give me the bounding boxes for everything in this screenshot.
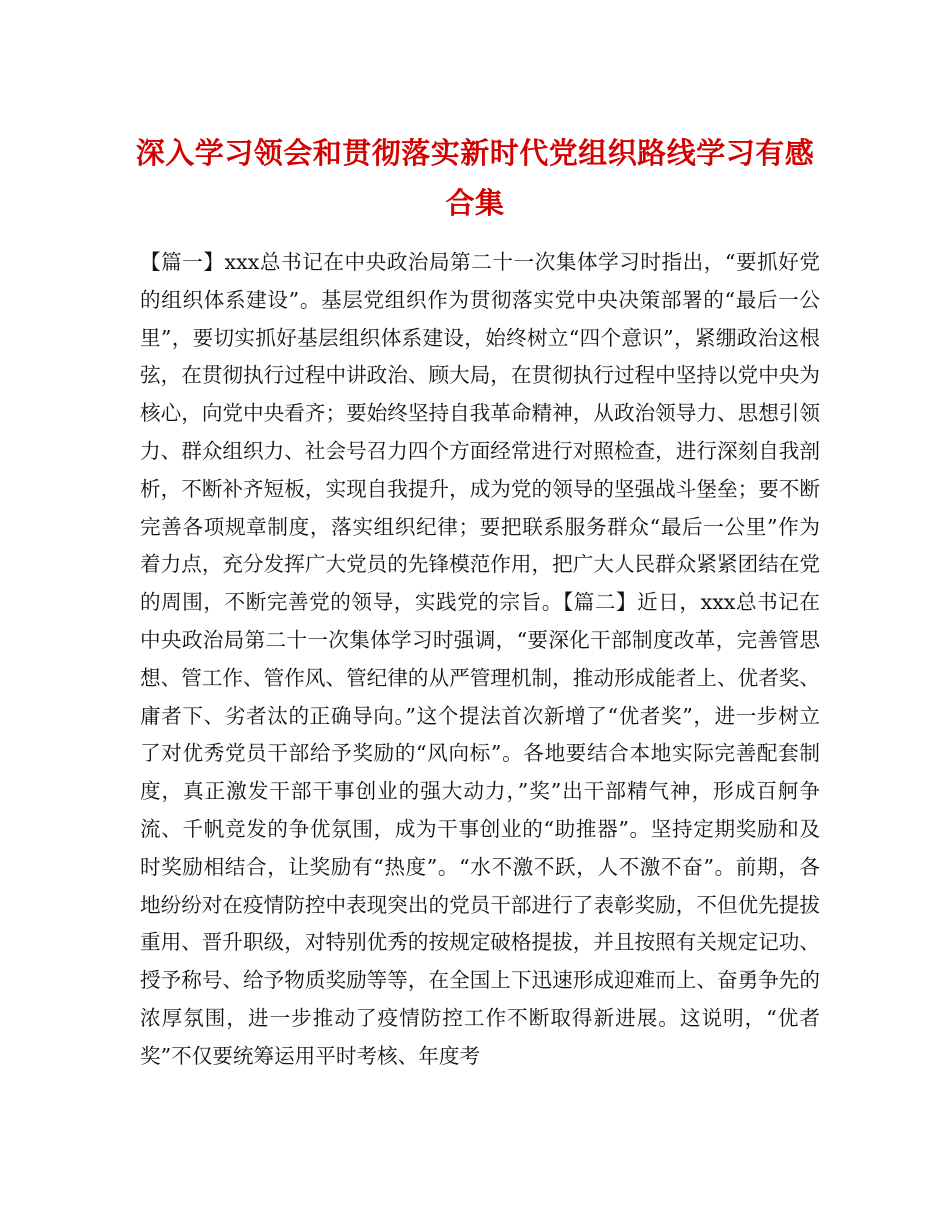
document-title: 深入学习领会和贯彻落实新时代党组织路线学习有感合集 xyxy=(135,136,815,220)
document-body-paragraph: 【篇一】xxx总书记在中央政治局第二十一次集体学习时指出，“要抓好党的组织体系建设”。基层党组织作为贯彻落实党中央决策部署的“最后一公里”，要切实抓好基层组织体系建设，始终树立“四个意识”，紧绷政治这根弦，在贯彻执行过程中讲政治、顾大局，在贯彻执行过程中坚持以党中央为核心，向党中央看齐；要始终坚持自我革命精神，从政治领导力、思想引领力、群众组织力、社会号召力四个方面经常进行对照检查，进行深刻自我剖析，不断补齐短板，实现自我提升，成为党的领导的坚强战斗堡垒；要不断完善各项规章制度，落实组织纪律；要把联系服务群众“最后一公里”作为着力点，充分发挥广大党员的先锋模范作用，把广大人民群众紧紧团结在党的周围，不断完善党的领导，实践党的宗旨。【篇二】近日，xxx总书记在中央政治局第二十一次集体学习时强调，“要深化干部制度改革，完善管思想、管工作、管作风、管纪律的从严管理机制，推动形成能者上、优者奖、庸者下、劣者汰的正确导向。”这个提法首次新增了“优者奖”，进一步树立了对优秀党员干部给予奖励的“风向标”。各地要结合本地实际完善配套制度，真正激发干部干事创业的强大动力，”奖”出干部精气神，形成百舸争流、千帆竞发的争优氛围，成为干事创业的“助推器”。坚持定期奖励和及时奖励相结合，让奖励有“热度”。“水不激不跃，人不激不奋”。前期，各地纷纷对在疫情防控中表现突出的党员干部进行了表彰奖励，不但优先提拔重用、晋升职级，对特别优秀的按规定破格提拔，并且按照有关规定记功、授予称号、给予物质奖励等等，在全国上下迅速形成迎难而上、奋勇争先的浓厚氛围，进一步推动了疫情防控工作不断取得新进展。这说明，“优者奖”不仅要统筹运用平时考核、年度考 xyxy=(140,250,820,1068)
